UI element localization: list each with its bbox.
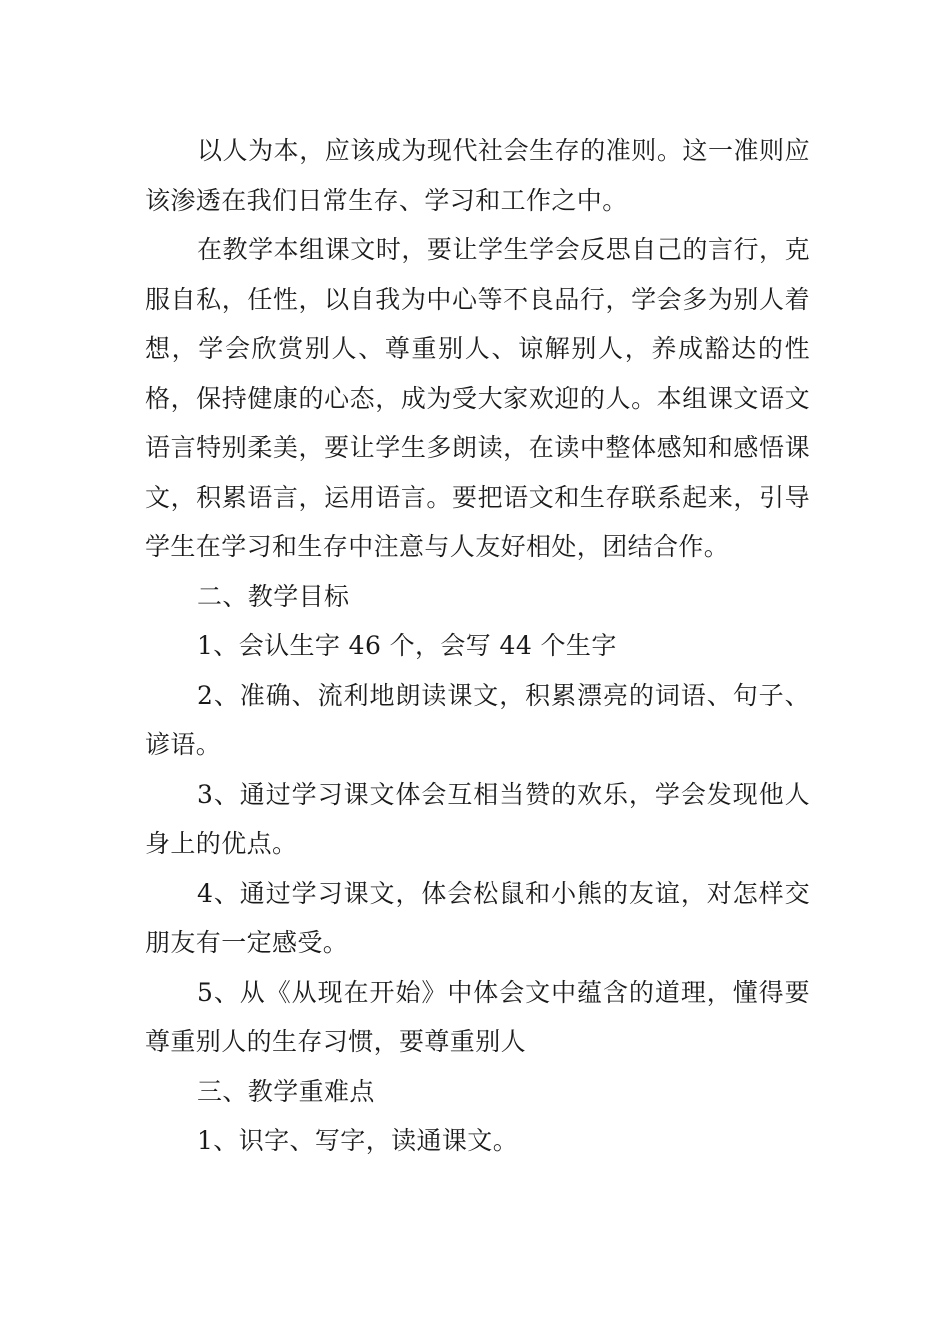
goal-item-3: 3、通过学习课文体会互相当赞的欢乐，学会发现他人身上的优点。: [145, 779, 810, 858]
paragraph-teaching-guidance: 在教学本组课文时，要让学生学会反思自己的言行，克服自私，任性，以自我为中心等不良品行，学会多为别人着想，学会欣赏别人、尊重别人、谅解别人，养成豁达的性格，保持健康的心态，成为受大家欢迎的人。本组课文语文语言特别柔美，要让学生多朗读，在读中整体感知和感悟课文，积累语言，运用语言。要把语文和生存联系起来，引导学生在学习和生存中注意与人友好相处，团结合作。: [145, 235, 810, 561]
section-heading-teaching-goals: 二、教学目标: [197, 581, 350, 611]
goal-item-5: 5、从《从现在开始》中体会文中蕴含的道理，懂得要尊重别人的生存习惯，要尊重别人: [145, 977, 810, 1056]
paragraph-intro: 以人为本，应该成为现代社会生存的准则。这一准则应该渗透在我们日常生存、学习和工作之中。: [145, 136, 810, 215]
goal-item-1: 1、会认生字 46 个，会写 44 个生字: [197, 631, 617, 660]
document-body: [145, 126, 810, 1166]
goal-item-2: 2、准确、流利地朗读课文，积累漂亮的词语、句子、谚语。: [145, 680, 810, 759]
key-point-item-1: 1、识字、写字，读通课文。: [197, 1126, 519, 1155]
goal-item-4: 4、通过学习课文，体会松鼠和小熊的友谊，对怎样交朋友有一定感受。: [145, 878, 810, 957]
section-heading-key-points: 三、教学重难点: [197, 1076, 375, 1106]
